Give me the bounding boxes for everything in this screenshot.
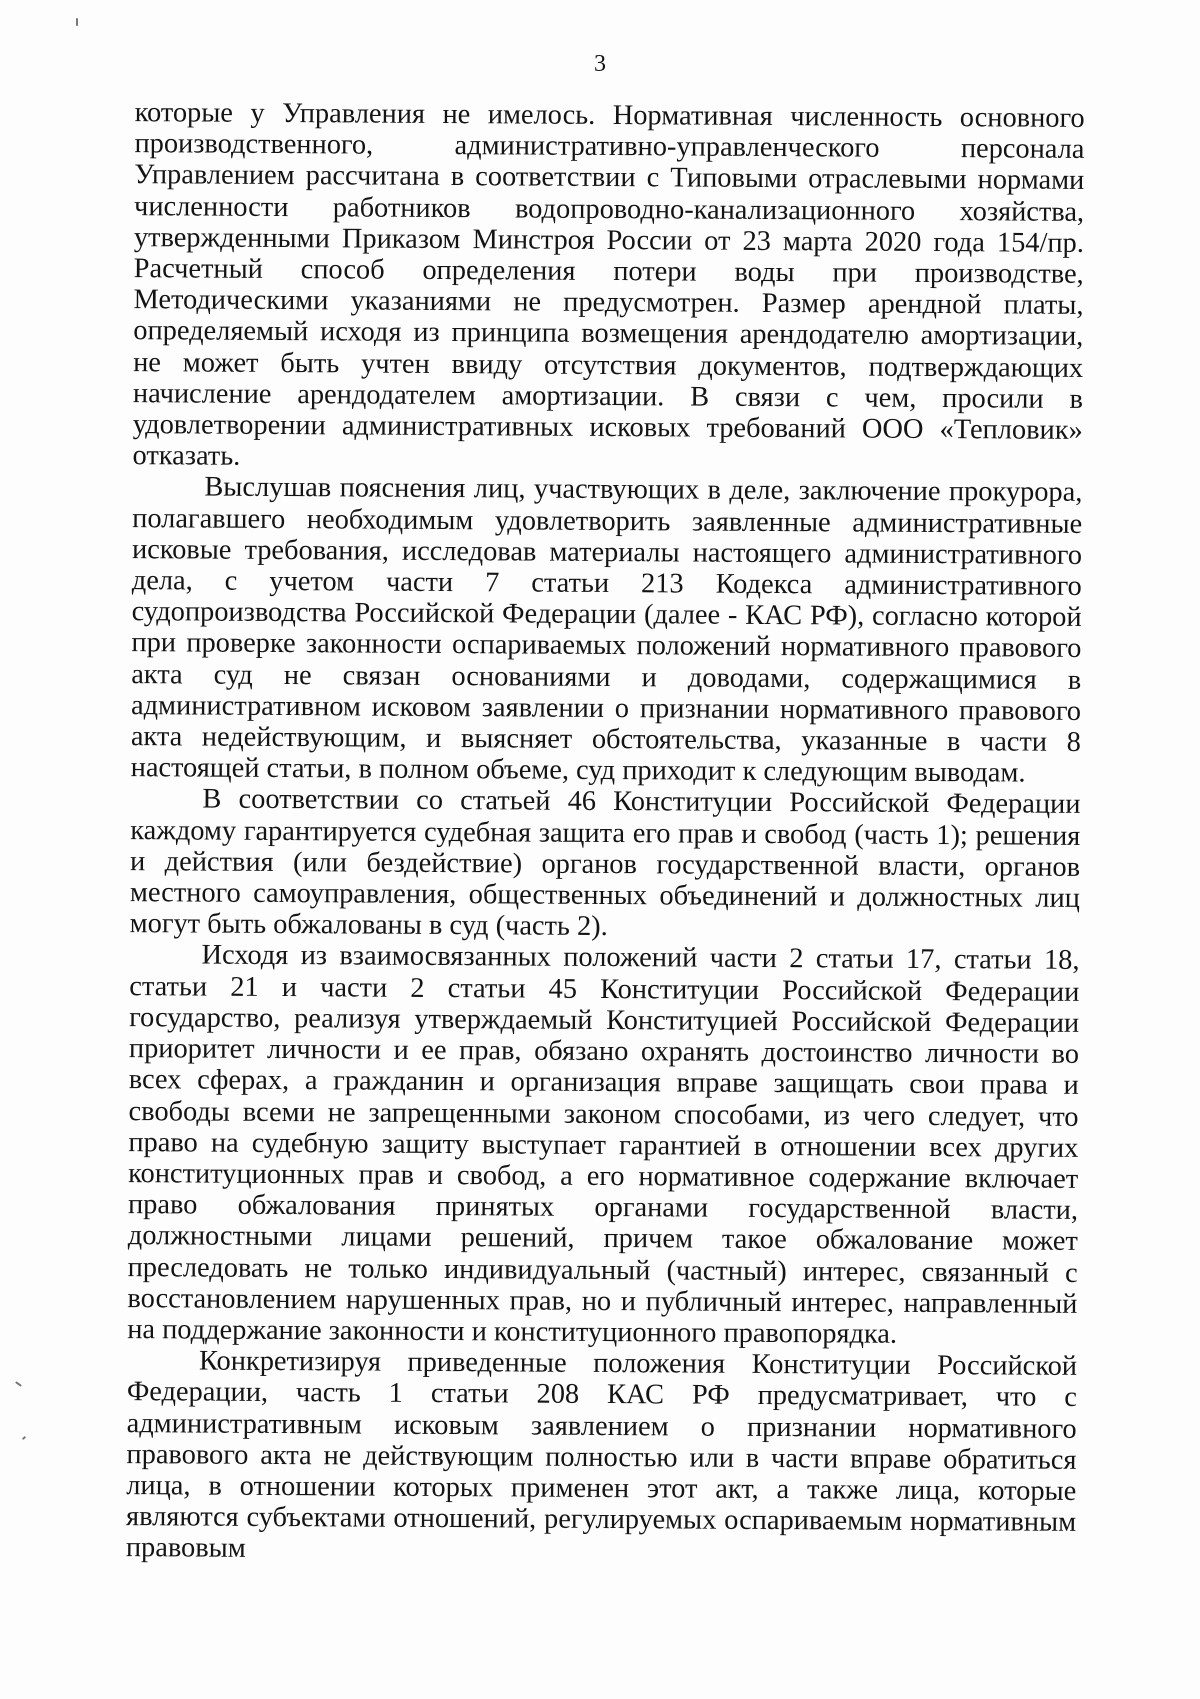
paragraph: Исходя из взаимосвязанных положений части 2 статьи 17, статьи 18, статьи 21 и части 2 статьи 45 Конституции Российской Федерации государство, реализуя утверждаемый Конституцией Российской Федерации приоритет личности и ее прав, обязано охранять достоинство личности во всех сферах, а гражданин и организация вправе защищать свои права и свободы всеми не запрещенными законом способами, из чего следует, что право на судебную защиту выступает гарантией в отношении всех других конституционных прав и свобод, а его нормативное содержание включает право обжалования принятых органами государственной власти, должностными лицами решений, причем такое обжалование может преследовать не только индивидуальный (частный) интерес, связанный с восстановлением нарушенных прав, но и публичный интерес, направленный на поддержание законности и конституционного правопорядка. [127, 940, 1080, 1350]
scan-artifact [22, 1436, 26, 1440]
scan-artifact [76, 18, 78, 26]
document-body [125, 97, 1085, 1663]
paragraph: Выслушав пояснения лиц, участвующих в деле, заключение прокурора, полагавшего необходимым удовлетворить заявленные административные исковые требования, исследовав материалы настоящего административного дела, с учетом части 7 статьи 213 Кодекса административного судопроизводства Российской Федерации (далее - КАС РФ), согласно которой при проверке законности оспариваемых положений нормативного правового акта суд не связан основаниями и доводами, содержащимися в административном исковом заявлении о признании нормативного правового акта недействующим, и выясняет обстоятельства, указанные в части 8 настоящей статьи, в полном объеме, суд приходит к следующим выводам. [130, 471, 1083, 789]
paragraph: Конкретизируя приведенные положения Конституции Российской Федерации, часть 1 статьи 208 КАС РФ предусматривает, что с административным исковым заявлением о признании нормативного правового акта не действующим полностью или в части вправе обратиться лица, в отношении которых применен этот акт, а также лица, которые являются субъектами отношений, регулируемых оспариваемым нормативным правовым [125, 1345, 1078, 1565]
paragraph: В соответствии со статьей 46 Конституции Российской Федерации каждому гарантируется судебная защита его прав и свобод (часть 1); решения и действия (или бездействие) органов государственной власти, органов местного самоуправления, общественных объединений и должностных лиц могут быть обжалованы в суд (часть 2). [129, 784, 1081, 943]
scan-artifact [15, 1381, 22, 1387]
page-number: 3 [594, 51, 606, 77]
paragraph: которые у Управления не имелось. Нормативная численность основного производственного, административно-управленческого персонала Управлением рассчитана в соответствии с Типовыми отраслевыми нормами численности работников водопроводно-канализационного хозяйства, утвержденными Приказом Минстроя России от 23 марта 2020 года 154/пр. Расчетный способ определения потери воды при производстве, Методическими указаниями не предусмотрен. Размер арендной платы, определяемый исходя из принципа возмещения арендодателю амортизации, не может быть учтен ввиду отсутствия документов, подтверждающих начисление арендодателем амортизации. В связи с чем, просили в удовлетворении административных исковых требований ООО «Тепловик» отказать. [132, 97, 1085, 472]
